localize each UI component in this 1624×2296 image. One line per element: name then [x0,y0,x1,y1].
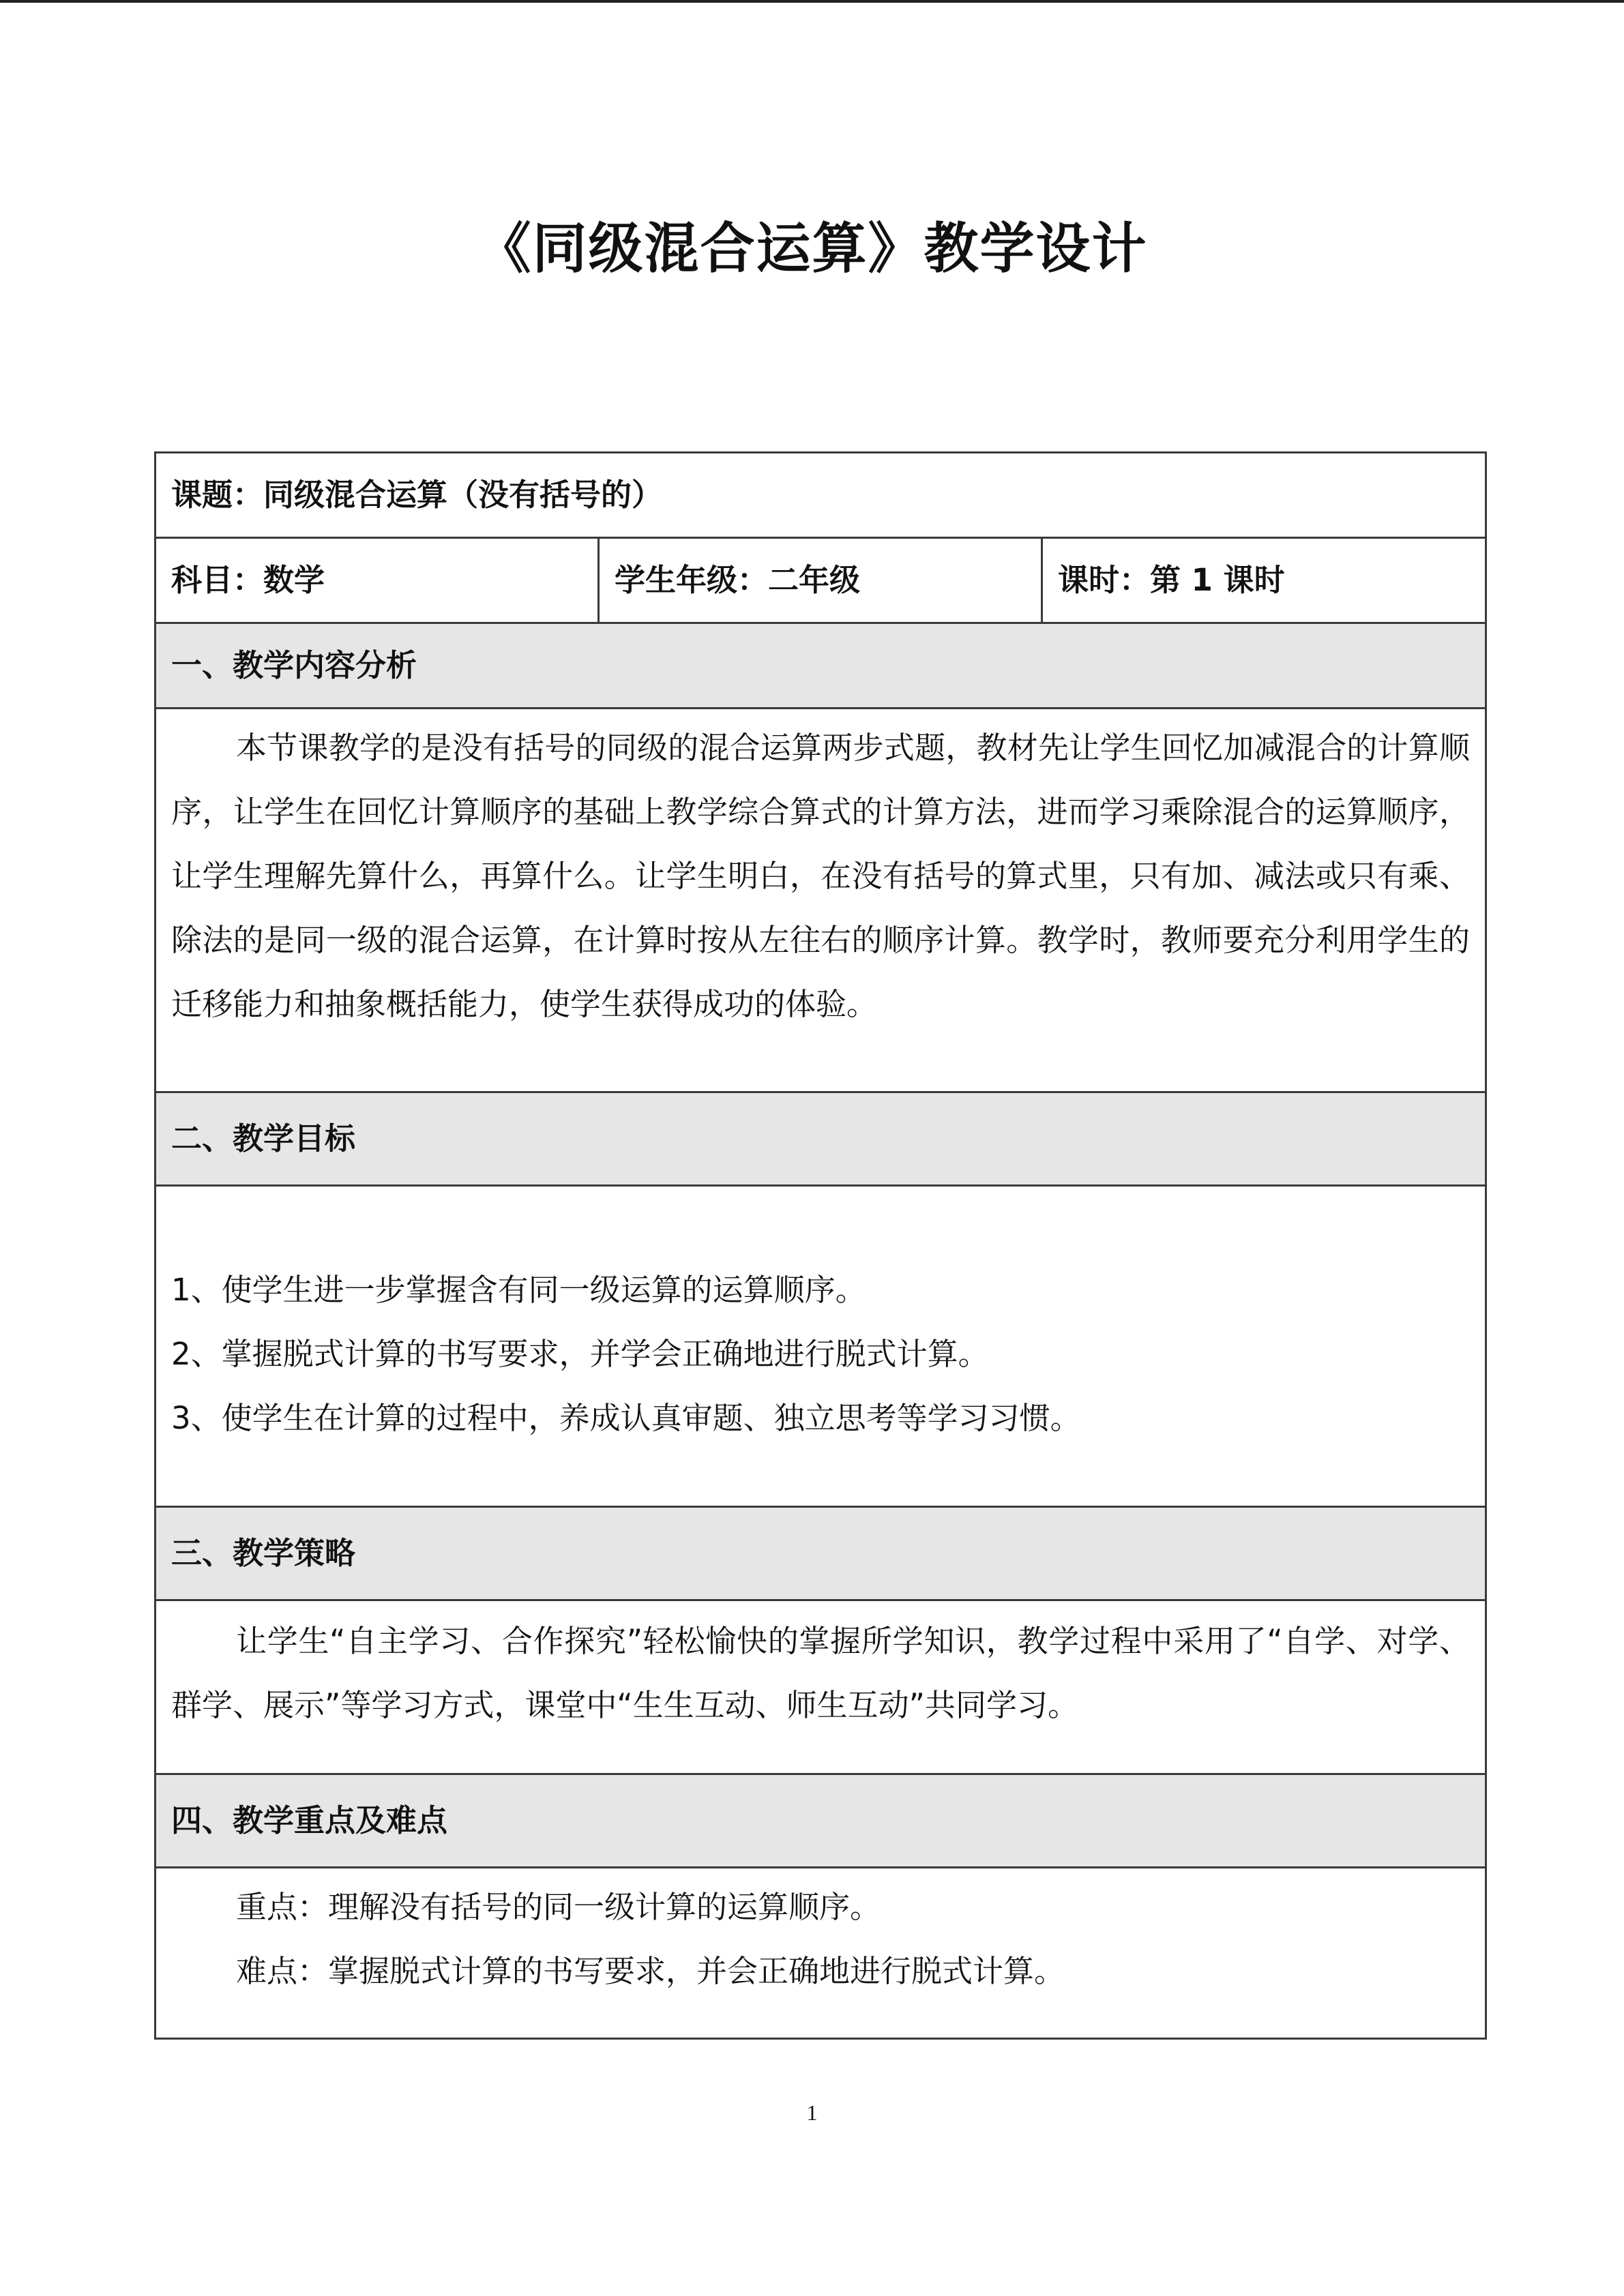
topic-row [156,453,1486,538]
section-heading-key-points: 四、教学重点及难点 [156,1774,1486,1868]
objective-item: 3、使学生在计算的过程中，养成认真审题、独立思考等学习习惯。 [171,1400,1081,1436]
section-heading-content-analysis: 一、教学内容分析 [156,623,1486,709]
section-body-row [156,1868,1486,2039]
topic-cell: 课题：同级混合运算（没有括号的） [156,453,1486,538]
difficult-point-item: 难点：掌握脱式计算的书写要求，并会正确地进行脱式计算。 [236,1953,1065,1989]
top-border-line [0,0,1624,3]
section-body-row [156,1186,1486,1507]
grade-cell: 学生年级：二年级 [599,538,1042,623]
subject-cell: 科目：数学 [156,538,599,623]
section-header-row [156,623,1486,709]
objective-item: 2、掌握脱式计算的书写要求，并学会正确地进行脱式计算。 [171,1336,989,1372]
section-header-row [156,1507,1486,1600]
section-heading-objectives: 二、教学目标 [156,1092,1486,1186]
section-header-row [156,1774,1486,1868]
section-header-row [156,1092,1486,1186]
section-body-row [156,1600,1486,1774]
page-number: 1 [806,2100,818,2125]
document-title: 《同级混合运算》教学设计 [476,217,1148,280]
key-point-item: 重点：理解没有括号的同一级计算的运算顺序。 [236,1889,881,1925]
lesson-plan-table [154,451,1487,2040]
section-heading-strategy: 三、教学策略 [156,1507,1486,1600]
strategy-paragraph: 让学生“自主学习、合作探究”轻松愉快的掌握所学知识，教学过程中采用了“自学、对学、群学、展示”等学习方式，课堂中“生生互动、师生互动”共同学习。 [171,1623,1470,1723]
section-body-row [156,709,1486,1092]
objectives-body [156,1186,1486,1507]
key-points-body [156,1868,1486,2039]
period-cell: 课时：第 1 课时 [1042,538,1486,623]
content-analysis-body [156,709,1486,1092]
content-analysis-paragraph: 本节课教学的是没有括号的同级的混合运算两步式题，教材先让学生回忆加减混合的计算顺序，让学生在回忆计算顺序的基础上教学综合算式的计算方法，进而学习乘除混合的运算顺序，让学生理解先算什么，再算什么。让学生明白，在没有括号的算式里，只有加、减法或只有乘、除法的是同一级的混合运算，在计算时按从左往右的顺序计算。教学时，教师要充分利用学生的迁移能力和抽象概括能力，使学生获得成功的体验。 [171,730,1470,1022]
strategy-body [156,1600,1486,1774]
objective-item: 1、使学生进一步掌握含有同一级运算的运算顺序。 [171,1272,866,1308]
meta-row [156,538,1486,623]
